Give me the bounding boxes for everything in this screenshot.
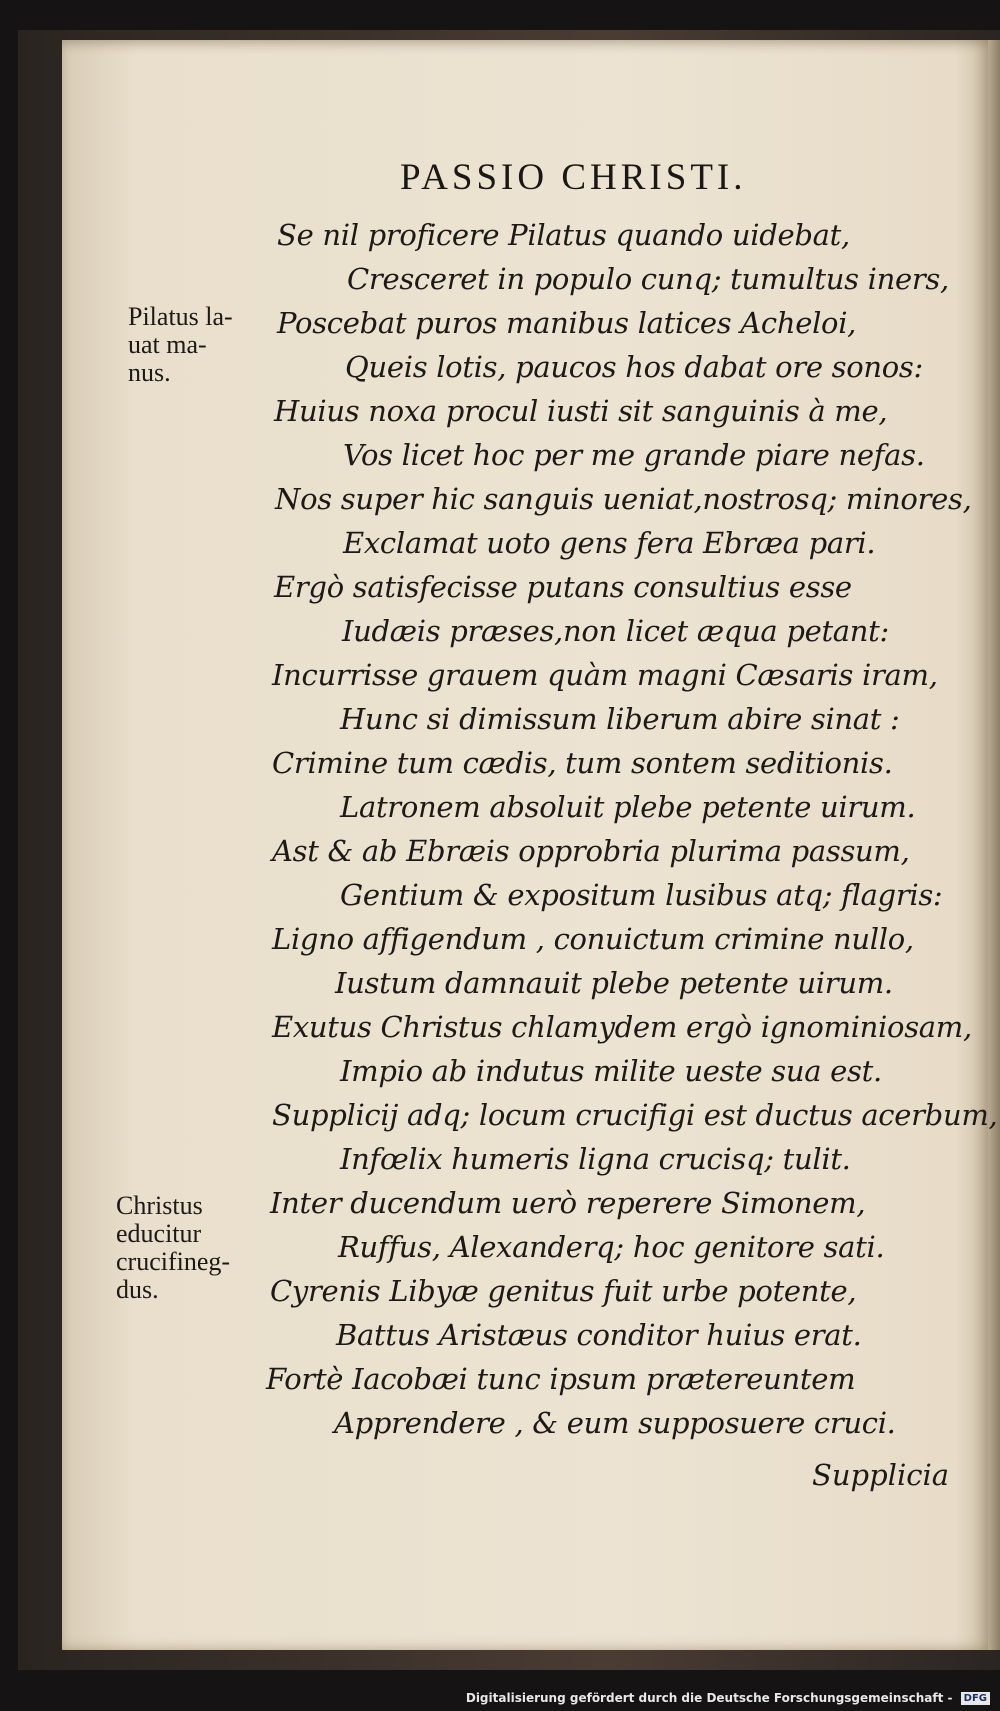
verse-line: Gentium & expositum lusibus atq; flagris:: [340, 878, 943, 912]
verse-line: Iudæis præses,non licet æqua petant:: [342, 614, 889, 648]
catchword: Supplicia: [812, 1458, 950, 1492]
verse-line: Huius noxa procul iusti sit sanguinis à me,: [274, 394, 888, 428]
verse-line: Iustum damnauit plebe petente uirum.: [335, 966, 893, 1000]
verse-line: Se nil proficere Pilatus quando uidebat,: [277, 218, 850, 252]
dfg-logo: DFG: [961, 1692, 990, 1705]
verse-line: Ergò satisfecisse putans consultius esse: [274, 570, 852, 604]
margin-note-line: dus.: [116, 1275, 159, 1304]
verse-line: Ligno affigendum , conuictum crimine nullo,: [272, 922, 914, 956]
margin-note-line: educitur: [116, 1219, 202, 1248]
margin-note-line: nus.: [128, 358, 171, 387]
verse-line: Inter ducendum uerò reperere Simonem,: [270, 1186, 866, 1220]
verse-line: Impio ab indutus milite ueste sua est.: [340, 1054, 882, 1088]
digitization-credit: [0, 1691, 990, 1705]
verse-line: Apprendere , & eum supposuere cruci.: [334, 1406, 896, 1440]
verse-line: Ruffus, Alexanderq; hoc genitore sati.: [338, 1230, 885, 1264]
verse-line: Battus Aristæus conditor huius erat.: [336, 1318, 862, 1352]
margin-note-line: uat ma-: [128, 330, 207, 359]
verse-line: Hunc si dimissum liberum abire sinat :: [340, 702, 900, 736]
margin-note-line: crucifineg-: [116, 1247, 231, 1276]
verse-line: Queis lotis, paucos hos dabat ore sonos:: [345, 350, 923, 384]
margin-note-line: Pilatus la-: [128, 302, 233, 331]
verse-line: Poscebat puros manibus latices Acheloi,: [277, 306, 857, 340]
verse-line: Supplicij adq; locum crucifigi est ductus acerbum,: [272, 1098, 998, 1132]
margin-note-line: Christus: [116, 1191, 203, 1220]
verse-line: Ast & ab Ebræis opprobria plurima passum,: [272, 834, 910, 868]
verse-line: Exutus Christus chlamydem ergò ignominiosam,: [272, 1010, 972, 1044]
verse-line: Incurrisse grauem quàm magni Cæsaris iram,: [272, 658, 938, 692]
page-fore-edge: [988, 40, 1000, 1650]
verse-line: Vos licet hoc per me grande piare nefas.: [343, 438, 925, 472]
margin-note-pilatus: [128, 303, 233, 387]
verse-line: Exclamat uoto gens fera Ebræa pari.: [343, 526, 876, 560]
verse-line: Nos super hic sanguis ueniat,nostrosq; minores,: [275, 482, 972, 516]
credit-text: Digitalisierung gefördert durch die Deutsche Forschungsgemeinschaft -: [465, 1691, 953, 1705]
verse-line: Fortè Iacobæi tunc ipsum prætereuntem: [266, 1362, 856, 1396]
margin-note-christus: [116, 1192, 230, 1304]
running-head: PASSIO CHRISTI.: [400, 157, 747, 198]
verse-line: Crimine tum cædis, tum sontem seditionis.: [272, 746, 893, 780]
verse-line: Infœlix humeris ligna crucisq; tulit.: [340, 1142, 851, 1176]
verse-line: Cresceret in populo cunq; tumultus iners,: [347, 262, 949, 296]
verse-line: Cyrenis Libyæ genitus fuit urbe potente,: [270, 1274, 857, 1308]
verse-line: Latronem absoluit plebe petente uirum.: [340, 790, 916, 824]
